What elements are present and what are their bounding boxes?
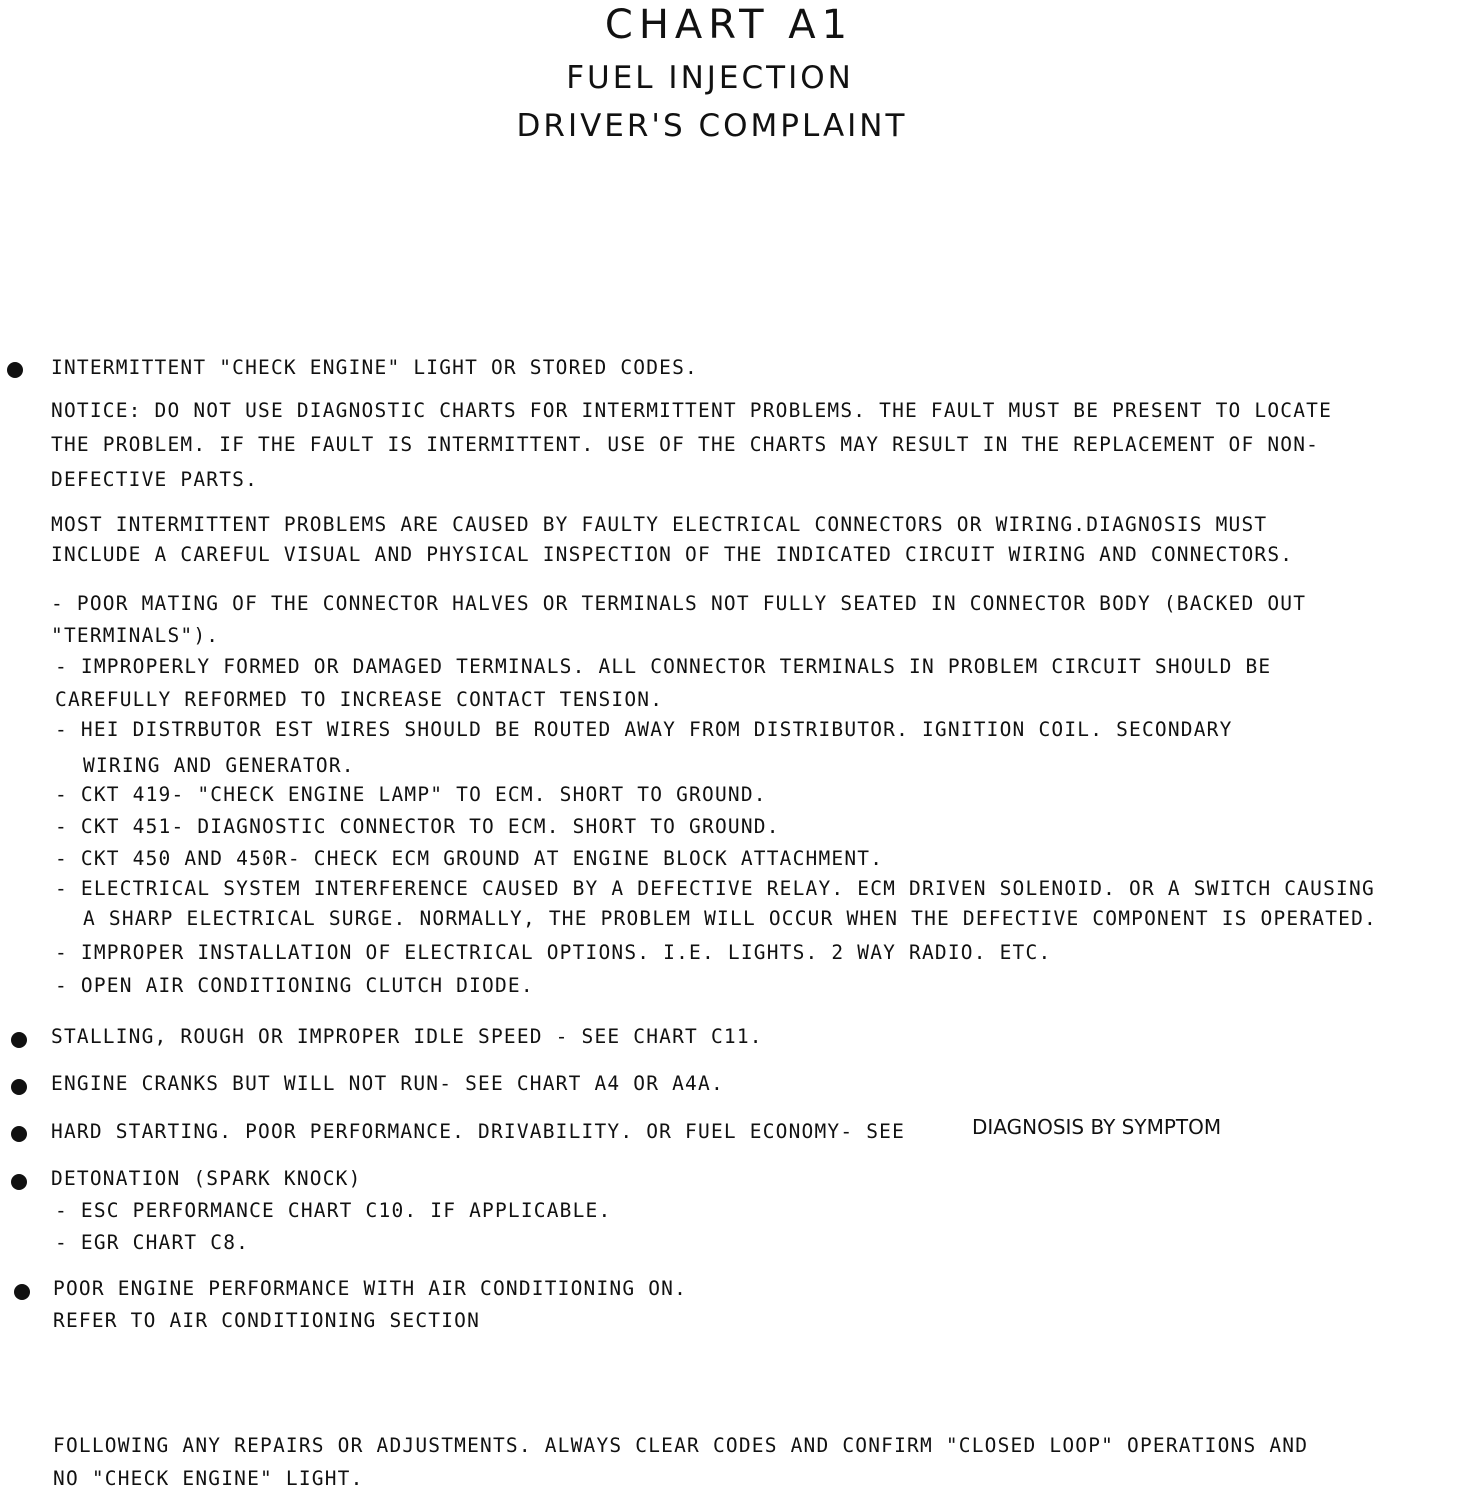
list-item: - HEI DISTRBUTOR EST WIRES SHOULD BE ROUTED AWAY FROM DISTRIBUTOR. IGNITION COIL. SECONDARY (55, 718, 1233, 741)
symptom-reference: DIAGNOSIS BY SYMPTOM (972, 1115, 1222, 1139)
bullet-icon (7, 362, 23, 378)
bullet-icon (11, 1126, 27, 1142)
notice-line: DEFECTIVE PARTS. (51, 468, 259, 491)
paragraph-line: MOST INTERMITTENT PROBLEMS ARE CAUSED BY FAULTY ELECTRICAL CONNECTORS OR WIRING.DIAGNOSIS MUST (51, 513, 1268, 536)
section-heading-hard-starting: HARD STARTING. POOR PERFORMANCE. DRIVABILITY. OR FUEL ECONOMY- SEE (51, 1120, 906, 1143)
ac-reference: REFER TO AIR CONDITIONING SECTION (53, 1309, 481, 1332)
list-item: - EGR CHART C8. (55, 1231, 250, 1254)
footer-line: FOLLOWING ANY REPAIRS OR ADJUSTMENTS. ALWAYS CLEAR CODES AND CONFIRM "CLOSED LOOP" OPERATIONS AND (53, 1434, 1309, 1457)
section-heading-ac: POOR ENGINE PERFORMANCE WITH AIR CONDITIONING ON. (53, 1277, 688, 1300)
paragraph-line: INCLUDE A CAREFUL VISUAL AND PHYSICAL INSPECTION OF THE INDICATED CIRCUIT WIRING AND CONNECTORS. (51, 543, 1294, 566)
list-item: WIRING AND GENERATOR. (83, 754, 355, 777)
footer-line: NO "CHECK ENGINE" LIGHT. (53, 1467, 364, 1490)
list-item: - CKT 419- "CHECK ENGINE LAMP" TO ECM. SHORT TO GROUND. (55, 783, 767, 806)
list-item: - OPEN AIR CONDITIONING CLUTCH DIODE. (55, 974, 534, 997)
chart-subtitle-2: DRIVER'S COMPLAINT (516, 108, 908, 144)
notice-line: THE PROBLEM. IF THE FAULT IS INTERMITTENT. USE OF THE CHARTS MAY RESULT IN THE REPLACEMENT OF NON- (51, 433, 1320, 456)
chart-subtitle-1: FUEL INJECTION (566, 60, 854, 96)
chart-title: CHART A1 (604, 2, 854, 48)
list-item: - ELECTRICAL SYSTEM INTERFERENCE CAUSED BY A DEFECTIVE RELAY. ECM DRIVEN SOLENOID. OR A SWITCH CAUSING (55, 877, 1375, 900)
list-item: - POOR MATING OF THE CONNECTOR HALVES OR TERMINALS NOT FULLY SEATED IN CONNECTOR BODY (BACKED OUT (51, 592, 1307, 615)
list-item: CAREFULLY REFORMED TO INCREASE CONTACT TENSION. (55, 688, 664, 711)
list-item: "TERMINALS"). (51, 624, 220, 647)
list-item: - IMPROPERLY FORMED OR DAMAGED TERMINALS. ALL CONNECTOR TERMINALS IN PROBLEM CIRCUIT SHOULD BE (55, 655, 1272, 678)
list-item: - CKT 451- DIAGNOSTIC CONNECTOR TO ECM. SHORT TO GROUND. (55, 815, 780, 838)
bullet-icon (11, 1079, 27, 1095)
bullet-icon (11, 1174, 27, 1190)
section-heading-stalling: STALLING, ROUGH OR IMPROPER IDLE SPEED - SEE CHART C11. (51, 1025, 763, 1048)
list-item: A SHARP ELECTRICAL SURGE. NORMALLY, THE PROBLEM WILL OCCUR WHEN THE DEFECTIVE COMPONENT IS OPERATED. (83, 907, 1377, 930)
bullet-icon (11, 1032, 27, 1048)
section-heading-cranks: ENGINE CRANKS BUT WILL NOT RUN- SEE CHART A4 OR A4A. (51, 1072, 724, 1095)
list-item: - ESC PERFORMANCE CHART C10. IF APPLICABLE. (55, 1199, 612, 1222)
list-item: - IMPROPER INSTALLATION OF ELECTRICAL OPTIONS. I.E. LIGHTS. 2 WAY RADIO. ETC. (55, 941, 1052, 964)
section-heading-intermittent: INTERMITTENT "CHECK ENGINE" LIGHT OR STORED CODES. (51, 356, 698, 379)
list-item: - CKT 450 AND 450R- CHECK ECM GROUND AT ENGINE BLOCK ATTACHMENT. (55, 847, 884, 870)
notice-line: NOTICE: DO NOT USE DIAGNOSTIC CHARTS FOR INTERMITTENT PROBLEMS. THE FAULT MUST BE PRESENT TO LOCATE (51, 399, 1333, 422)
bullet-icon (14, 1284, 30, 1300)
section-heading-detonation: DETONATION (SPARK KNOCK) (51, 1167, 362, 1190)
